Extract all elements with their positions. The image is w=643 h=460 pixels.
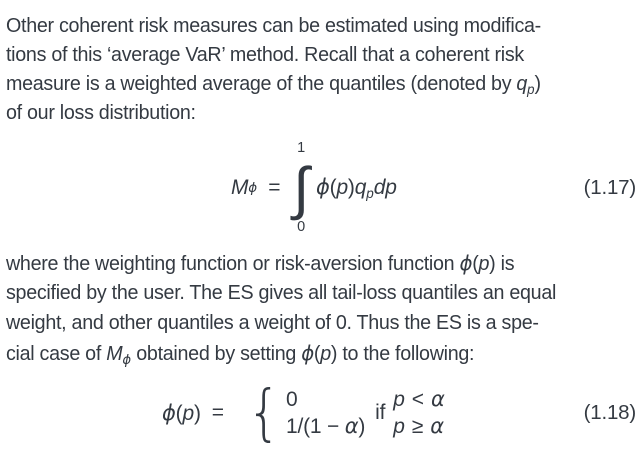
text-line	[6, 338, 633, 368]
case-fraction: 1/(1 −	[285, 415, 345, 438]
math-var-q: q	[354, 176, 367, 199]
math-var-p: p	[393, 415, 405, 438]
case-value-1	[286, 386, 297, 413]
math-rparen: )	[193, 401, 201, 425]
math-rparen: )	[358, 415, 366, 438]
text-segment: tions of this ‘average VaR’ method. Recall that a coherent risk	[6, 44, 524, 66]
math-rparen: )	[330, 343, 338, 365]
math-alpha: α	[430, 414, 444, 438]
equation-number-1-18: (1.18)	[583, 401, 636, 424]
subscript-phi: ϕ	[122, 352, 132, 368]
equation-1-18	[6, 368, 643, 458]
condition-1	[393, 386, 444, 413]
subscript-phi: ϕ	[248, 180, 258, 196]
math-alpha: α	[344, 414, 359, 438]
less-than-sign: <	[411, 388, 425, 411]
integrand	[316, 175, 397, 201]
math-phi: ϕ	[315, 175, 330, 199]
case-value-2	[286, 413, 365, 440]
text-segment: cial case of	[6, 343, 107, 365]
text-segment: of our loss distribution:	[6, 102, 196, 124]
text-segment: measure is a weighted average of the quantiles (denoted by	[6, 73, 517, 95]
math-var-p: p	[182, 401, 194, 425]
text-line	[6, 308, 633, 338]
equals-sign: =	[211, 401, 224, 424]
math-var-q: q	[516, 73, 528, 95]
text-segment: is	[495, 253, 515, 275]
math-phi: ϕ	[301, 341, 314, 365]
math-var-M: M	[106, 343, 123, 365]
cases-brace-icon: {	[246, 377, 281, 448]
if-label: if	[375, 401, 386, 424]
math-rparen: )	[534, 73, 541, 95]
equation-1-17	[6, 128, 643, 248]
math-var-M: M	[231, 176, 249, 199]
math-phi: ϕ	[459, 251, 473, 275]
paragraph-1	[6, 12, 633, 128]
condition-2	[393, 413, 444, 440]
text-line	[6, 248, 633, 278]
integral-lower-limit: 0	[297, 219, 306, 235]
text-segment: where the weighting function or risk-aversion function	[6, 253, 460, 275]
math-var-p: p	[393, 388, 405, 411]
paragraph-2	[6, 248, 633, 368]
text-segment: obtained by setting	[131, 343, 302, 365]
integral-icon: ∫	[293, 154, 309, 222]
integral-upper-limit: 1	[297, 140, 306, 156]
math-var-p: p	[320, 343, 331, 365]
math-lparen: (	[472, 253, 479, 275]
text-line	[6, 41, 633, 70]
text-segment: weight, and other quantiles a weight of 0. Thus the ES is a spe-	[6, 312, 539, 334]
text-line	[6, 99, 633, 128]
text-line	[6, 12, 633, 41]
math-lparen: (	[175, 401, 183, 425]
text-segment: to the following:	[337, 343, 475, 365]
equation-number-1-17: (1.17)	[583, 176, 636, 199]
equals-sign: =	[268, 176, 281, 199]
math-lparen: (	[329, 176, 337, 199]
subscript-p: p	[527, 82, 535, 97]
text-line	[6, 278, 633, 308]
equation-lhs	[162, 401, 201, 426]
math-alpha: α	[431, 387, 445, 411]
text-segment: Other coherent risk measures can be estimated using modifica-	[6, 15, 541, 37]
math-rparen: )	[347, 176, 355, 199]
case-zero: 0	[285, 388, 298, 411]
text-segment: specified by the user. The ES gives all tail-loss quantiles an equal	[6, 282, 557, 304]
math-var-p: p	[478, 253, 490, 275]
math-rparen: )	[489, 253, 496, 275]
greater-equal-sign: ≥	[411, 415, 424, 438]
math-lparen: (	[313, 343, 321, 365]
integral-with-limits	[293, 140, 309, 236]
math-dp: dp	[373, 176, 397, 199]
text-line	[6, 70, 633, 99]
case-conditions	[393, 386, 444, 440]
case-values	[286, 386, 365, 440]
subscript-p: p	[366, 186, 374, 201]
math-var-p: p	[336, 176, 348, 199]
math-phi: ϕ	[162, 400, 176, 425]
